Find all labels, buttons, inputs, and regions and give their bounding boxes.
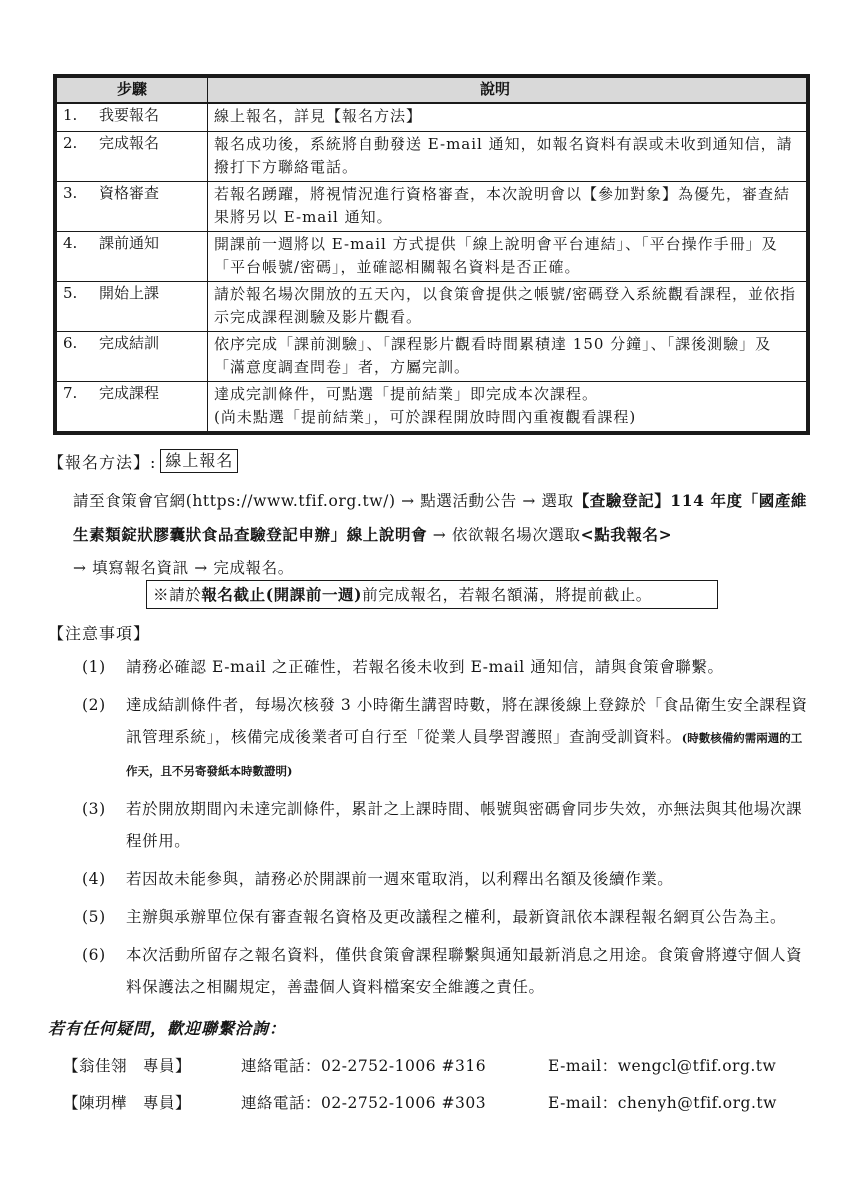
table-header-description: 說明	[208, 78, 807, 104]
contact-email: E-mail：wengcl@tfif.org.tw	[548, 1057, 777, 1075]
note-text: 請務必確認 E-mail 之正確性，若報名後未收到 E-mail 通知信，請與食策會聯繫。	[126, 658, 724, 676]
step-description: 線上報名，詳見【報名方法】	[208, 103, 807, 132]
notes-heading: 【注意事項】	[48, 624, 151, 643]
note-text: 若於開放期間內未達完訓條件，累計之上課時間、帳號與密碼會同步失效，亦無法與其他場次課程併用。	[126, 800, 803, 850]
note-text: 主辦與承辦單位保有審查報名資格及更改議程之權利，最新資訊依本課程報名網頁公告為主。	[126, 908, 787, 926]
step-name: 完成報名	[99, 134, 160, 152]
step-description: 請於報名場次開放的五天內，以食策會提供之帳號/密碼登入系統觀看課程，並依指示完成課程測驗及影片觀看。	[208, 282, 807, 332]
table-row	[57, 132, 807, 182]
step-number: 7.	[63, 384, 78, 402]
note-text: 本次活動所留存之報名資料，僅供食策會課程聯繫與通知最新消息之用途。食策會將遵守個人資料保護法之相關規定，善盡個人資料檔案安全維護之責任。	[126, 946, 803, 996]
note-number: (4)	[82, 870, 106, 888]
step-number: 4.	[63, 234, 78, 252]
list-item	[82, 863, 812, 895]
table-header-step: 步驟	[57, 78, 208, 104]
step-description: 報名成功後，系統將自動發送 E-mail 通知，如報名資料有誤或未收到通知信，請撥打下方聯絡電話。	[208, 132, 807, 182]
note-small-print: (時數核備約需兩週的工作天，且不另寄發紙本時數證明)	[126, 731, 803, 778]
table-row	[57, 232, 807, 282]
list-item	[82, 793, 812, 857]
step-name: 我要報名	[99, 106, 160, 124]
method-step-text: → 依欲報名場次選取	[427, 526, 581, 544]
online-registration-box: 線上報名	[160, 449, 238, 473]
step-number: 2.	[63, 134, 78, 152]
step-description: 依序完成「課前測驗」、「課程影片觀看時間累積達 150 分鐘」、「課後測驗」及「滿意度調查問卷」者，方屬完訓。	[208, 332, 807, 382]
contact-heading: 若有任何疑問，歡迎聯繫洽詢：	[48, 1019, 287, 1038]
steps-table	[53, 74, 810, 435]
contact-phone: 連絡電話：02-2752-1006 #316	[241, 1057, 487, 1075]
step-number: 1.	[63, 106, 78, 124]
note-text: 若因故未能參與，請務必於開課前一週來電取消，以利釋出名額及後續作業。	[126, 870, 674, 888]
step-name: 完成課程	[99, 384, 160, 402]
step-number: 6.	[63, 334, 78, 352]
step-description: 開課前一週將以 E-mail 方式提供「線上說明會平台連結」、「平台操作手冊」及「平台帳號/密碼」，並確認相關報名資料是否正確。	[208, 232, 807, 282]
table-row	[57, 182, 807, 232]
list-item	[82, 939, 812, 1003]
table-row	[57, 382, 807, 432]
note-number: (5)	[82, 908, 106, 926]
step-name: 完成結訓	[99, 334, 160, 352]
step-number: 5.	[63, 284, 78, 302]
registration-method-text	[73, 484, 813, 585]
contact-phone: 連絡電話：02-2752-1006 #303	[241, 1094, 487, 1112]
note-number: (1)	[82, 658, 106, 676]
list-item	[82, 689, 812, 787]
method-step-text: 請至食策會官網(https://www.tfif.org.tw/) → 點選活動公告 → 選取	[73, 492, 574, 510]
deadline-notice-suffix: 前完成報名，若報名額滿，將提前截止。	[362, 586, 652, 604]
deadline-notice-bold: 報名截止(開課前一週)	[201, 585, 363, 604]
step-description-note: (尚未點選「提前結業」，可於課程開放時間內重複觀看課程)	[214, 408, 637, 426]
list-item	[82, 651, 812, 683]
step-name: 課前通知	[99, 234, 160, 252]
note-number: (6)	[82, 946, 106, 964]
contact-name: 【陳玥樺 專員】	[63, 1094, 192, 1112]
table-row	[57, 332, 807, 382]
step-name: 資格審查	[99, 184, 160, 202]
contact-name: 【翁佳翎 專員】	[63, 1057, 192, 1075]
deadline-notice-box	[146, 580, 718, 609]
list-item	[82, 901, 812, 933]
step-name: 開始上課	[99, 284, 160, 302]
contact-row	[63, 1053, 823, 1079]
step-description: 若報名踴躍，將視情況進行資格審查，本次說明會以【參加對象】為優先，審查結果將另以 E-mail 通知。	[208, 182, 807, 232]
deadline-notice-prefix: ※請於	[153, 586, 202, 604]
step-description-line: 達成完訓條件，可點選「提前結業」即完成本次課程。	[214, 385, 599, 403]
table-row	[57, 103, 807, 132]
contact-row	[63, 1090, 823, 1116]
method-register-link-text: <點我報名>	[580, 525, 673, 544]
table-row	[57, 282, 807, 332]
step-description	[208, 382, 807, 432]
contact-email: E-mail：chenyh@tfif.org.tw	[548, 1094, 777, 1112]
notes-list	[82, 651, 812, 1003]
note-number: (2)	[82, 696, 106, 714]
note-number: (3)	[82, 800, 106, 818]
registration-method-title: 【報名方法】:	[48, 452, 157, 472]
method-step-text: → 填寫報名資訊 → 完成報名。	[73, 559, 294, 577]
note-text: 達成結訓條件者，每場次核發 3 小時衛生講習時數，將在課後線上登錄於「食品衛生安全課程資訊管理系統」，核備完成後業者可自行至「從業人員學習護照」查詢受訓資料。	[126, 696, 808, 746]
method-event-title: 【查驗登記】114 年度「國產維生素類錠狀膠囊狀食品查驗登記申辦」線上說明會	[73, 491, 808, 544]
registration-method-heading	[48, 449, 238, 473]
step-number: 3.	[63, 184, 78, 202]
note-text-wrap	[126, 689, 812, 787]
